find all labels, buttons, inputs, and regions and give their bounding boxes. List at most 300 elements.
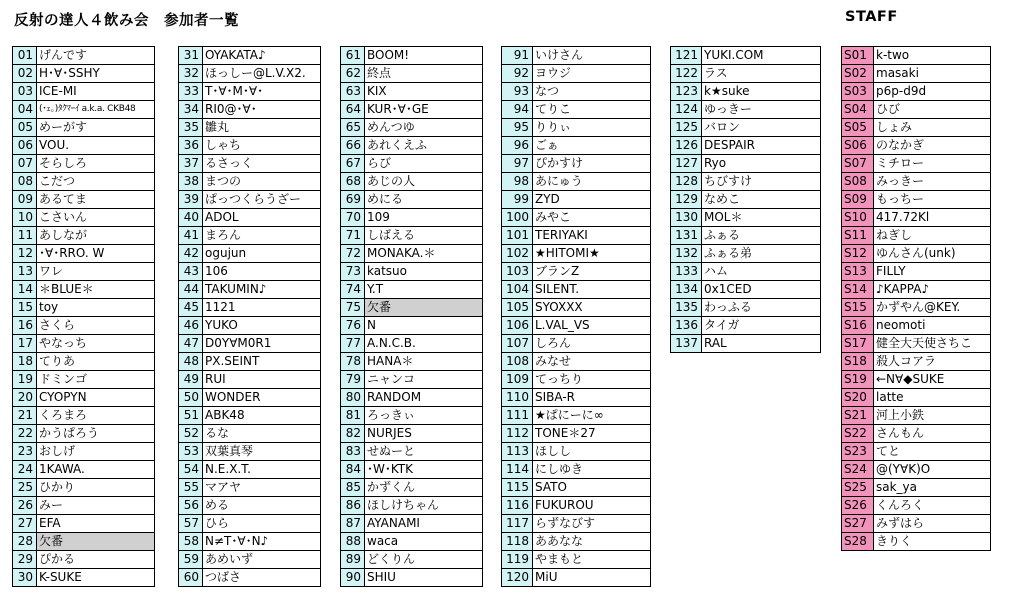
entry-name: D0Y∀M0R1	[203, 335, 321, 353]
entry-number: 11	[13, 227, 37, 245]
entry-number: 23	[13, 443, 37, 461]
entry-number: 02	[13, 65, 37, 83]
entry-name: ZYD	[533, 191, 651, 209]
entry-number: 122	[671, 65, 702, 83]
participant-row	[179, 227, 321, 245]
participant-row	[13, 65, 155, 83]
entry-name: みっきー	[874, 173, 991, 191]
participant-row	[671, 155, 821, 173]
entry-name: 109	[365, 209, 483, 227]
entry-number: 78	[341, 353, 365, 371]
participant-row	[502, 101, 651, 119]
entry-number: 117	[502, 515, 533, 533]
participant-row	[502, 173, 651, 191]
entry-name: 1121	[203, 299, 321, 317]
entry-number: 75	[341, 299, 365, 317]
participant-row	[671, 137, 821, 155]
entry-number: S18	[842, 353, 874, 371]
entry-number: 112	[502, 425, 533, 443]
entry-number: 124	[671, 101, 702, 119]
entry-name: さんもん	[874, 425, 991, 443]
entry-name: そらしろ	[37, 155, 155, 173]
participant-row	[502, 65, 651, 83]
entry-number: 48	[179, 353, 203, 371]
participant-row	[179, 65, 321, 83]
staff-row	[842, 137, 991, 155]
entry-number: 91	[502, 47, 533, 65]
entry-number: S15	[842, 299, 874, 317]
participant-row	[179, 47, 321, 65]
entry-number: 41	[179, 227, 203, 245]
participants-column-1	[12, 46, 155, 587]
entry-name: CYOPYN	[37, 389, 155, 407]
participant-row	[502, 227, 651, 245]
entry-name: ひら	[203, 515, 321, 533]
entry-number: 27	[13, 515, 37, 533]
participant-row	[13, 461, 155, 479]
entry-name: ほしし	[533, 443, 651, 461]
entry-name: toy	[37, 299, 155, 317]
participants-column-5	[670, 46, 821, 353]
participant-row	[671, 65, 821, 83]
entry-name: p6p-d9d	[874, 83, 991, 101]
participant-row	[179, 335, 321, 353]
entry-number: 60	[179, 569, 203, 587]
entry-name: マアヤ	[203, 479, 321, 497]
participant-row	[502, 137, 651, 155]
participants-column-3	[340, 46, 483, 587]
participant-row	[341, 299, 483, 317]
entry-name: TERIYAKI	[533, 227, 651, 245]
entry-number: 68	[341, 173, 365, 191]
entry-name: くんろく	[874, 497, 991, 515]
participant-row	[13, 119, 155, 137]
participant-row	[341, 461, 483, 479]
participant-row	[179, 461, 321, 479]
entry-name: しろん	[533, 335, 651, 353]
entry-number: 86	[341, 497, 365, 515]
entry-number: S16	[842, 317, 874, 335]
entry-name: k★suke	[702, 83, 821, 101]
participant-row	[179, 407, 321, 425]
entry-number: S17	[842, 335, 874, 353]
participant-row	[341, 137, 483, 155]
entry-number: 127	[671, 155, 702, 173]
entry-name: いけさん	[533, 47, 651, 65]
entry-name: ADOL	[203, 209, 321, 227]
participant-row	[13, 155, 155, 173]
participant-row	[341, 119, 483, 137]
entry-number: 108	[502, 353, 533, 371]
entry-name: しゃち	[203, 137, 321, 155]
entry-name: めにる	[365, 191, 483, 209]
entry-name: バロン	[702, 119, 821, 137]
entry-number: S23	[842, 443, 874, 461]
entry-number: 81	[341, 407, 365, 425]
participant-row	[179, 389, 321, 407]
entry-number: 51	[179, 407, 203, 425]
participant-row	[13, 209, 155, 227]
entry-name: masaki	[874, 65, 991, 83]
participant-row	[179, 371, 321, 389]
entry-number: 89	[341, 551, 365, 569]
entry-number: 97	[502, 155, 533, 173]
entry-name: latte	[874, 389, 991, 407]
entry-name: SILENT.	[533, 281, 651, 299]
entry-name: 0x1CED	[702, 281, 821, 299]
entry-number: 25	[13, 479, 37, 497]
entry-name: 殺人コアラ	[874, 353, 991, 371]
entry-name: FILLY	[874, 263, 991, 281]
entry-number: 49	[179, 371, 203, 389]
entry-number: 74	[341, 281, 365, 299]
participant-row	[502, 569, 651, 587]
participant-row	[502, 515, 651, 533]
entry-number: S04	[842, 101, 874, 119]
entry-number: 113	[502, 443, 533, 461]
entry-name: ごぁ	[533, 137, 651, 155]
entry-number: 135	[671, 299, 702, 317]
entry-name: ハム	[702, 263, 821, 281]
entry-name: わっふる	[702, 299, 821, 317]
entry-name: げんです	[37, 47, 155, 65]
entry-name: Ryo	[702, 155, 821, 173]
participant-row	[502, 425, 651, 443]
entry-name: ひび	[874, 101, 991, 119]
participant-row	[13, 443, 155, 461]
entry-number: 30	[13, 569, 37, 587]
staff-row	[842, 299, 991, 317]
participant-row	[13, 263, 155, 281]
entry-number: 101	[502, 227, 533, 245]
entry-name: TONE＊27	[533, 425, 651, 443]
entry-number: 69	[341, 191, 365, 209]
entry-number: 52	[179, 425, 203, 443]
participant-row	[341, 533, 483, 551]
participant-row	[13, 101, 155, 119]
entry-name: ニャンコ	[365, 371, 483, 389]
entry-number: 132	[671, 245, 702, 263]
entry-name: ひかり	[37, 479, 155, 497]
entry-name: なめこ	[702, 191, 821, 209]
entry-number: 58	[179, 533, 203, 551]
entry-number: 80	[341, 389, 365, 407]
entry-number: 39	[179, 191, 203, 209]
entry-number: S21	[842, 407, 874, 425]
entry-name: あじの人	[365, 173, 483, 191]
participant-row	[341, 551, 483, 569]
entry-name: みー	[37, 497, 155, 515]
entry-number: 82	[341, 425, 365, 443]
staff-row	[842, 119, 991, 137]
entry-name: L.VAL_VS	[533, 317, 651, 335]
participant-row	[13, 569, 155, 587]
entry-name: まつの	[203, 173, 321, 191]
entry-number: S28	[842, 533, 874, 551]
staff-row	[842, 389, 991, 407]
participant-row	[341, 263, 483, 281]
participant-row	[671, 281, 821, 299]
entry-number: S07	[842, 155, 874, 173]
entry-number: 118	[502, 533, 533, 551]
participant-row	[179, 317, 321, 335]
participant-row	[341, 443, 483, 461]
participant-row	[179, 443, 321, 461]
entry-name: RAL	[702, 335, 821, 353]
entry-number: 57	[179, 515, 203, 533]
entry-name: SIBA-R	[533, 389, 651, 407]
entry-number: S03	[842, 83, 874, 101]
entry-number: 119	[502, 551, 533, 569]
entry-name: ぴかすけ	[533, 155, 651, 173]
participant-row	[671, 83, 821, 101]
entry-name: KUR･∀･GE	[365, 101, 483, 119]
entry-number: 12	[13, 245, 37, 263]
entry-number: 63	[341, 83, 365, 101]
staff-row	[842, 83, 991, 101]
staff-row	[842, 317, 991, 335]
entry-name: RUI	[203, 371, 321, 389]
entry-name: 1KAWA.	[37, 461, 155, 479]
entry-number: 54	[179, 461, 203, 479]
entry-number: 59	[179, 551, 203, 569]
participant-row	[179, 155, 321, 173]
missing-entry-name: 欠番	[37, 533, 155, 551]
entry-number: 26	[13, 497, 37, 515]
entry-name: りりぃ	[533, 119, 651, 137]
entry-name: ヨウジ	[533, 65, 651, 83]
entry-number: S09	[842, 191, 874, 209]
entry-number: 129	[671, 191, 702, 209]
entry-name: ･W･KTK	[365, 461, 483, 479]
entry-name: VOU.	[37, 137, 155, 155]
entry-name: 雛丸	[203, 119, 321, 137]
entry-name: waca	[365, 533, 483, 551]
participant-row	[13, 299, 155, 317]
participant-row	[13, 245, 155, 263]
entry-number: 83	[341, 443, 365, 461]
entry-name: ふぁる弟	[702, 245, 821, 263]
staff-row	[842, 209, 991, 227]
entry-name: ゆっきー	[702, 101, 821, 119]
participant-row	[502, 119, 651, 137]
staff-row	[842, 497, 991, 515]
entry-number: 133	[671, 263, 702, 281]
entry-name: あめいず	[203, 551, 321, 569]
participant-row	[671, 101, 821, 119]
participant-row	[341, 173, 483, 191]
entry-number: 15	[13, 299, 37, 317]
entry-name: ･∀･RRO. W	[37, 245, 155, 263]
entry-number: 05	[13, 119, 37, 137]
entry-number: 04	[13, 101, 37, 119]
participant-row	[179, 83, 321, 101]
entry-number: S13	[842, 263, 874, 281]
entry-name: ミチロー	[874, 155, 991, 173]
entry-number: S25	[842, 479, 874, 497]
participant-row	[341, 497, 483, 515]
entry-name: るさっく	[203, 155, 321, 173]
participant-row	[341, 47, 483, 65]
participant-row	[13, 407, 155, 425]
entry-name: タイガ	[702, 317, 821, 335]
participant-row	[13, 353, 155, 371]
participant-row	[13, 533, 155, 551]
participant-row	[502, 533, 651, 551]
staff-row	[842, 173, 991, 191]
entry-name: みずはら	[874, 515, 991, 533]
entry-name: ★HITOMI★	[533, 245, 651, 263]
entry-number: 114	[502, 461, 533, 479]
entry-name: てりあ	[37, 353, 155, 371]
entry-name: にしゆき	[533, 461, 651, 479]
entry-name: ブランZ	[533, 263, 651, 281]
entry-number: 111	[502, 407, 533, 425]
entry-name: ろっきぃ	[365, 407, 483, 425]
entry-number: 66	[341, 137, 365, 155]
entry-number: 73	[341, 263, 365, 281]
entry-name: ぴかる	[37, 551, 155, 569]
entry-number: 121	[671, 47, 702, 65]
entry-name: OYAKATA♪	[203, 47, 321, 65]
entry-name: NURJES	[365, 425, 483, 443]
entry-name: SATO	[533, 479, 651, 497]
entry-name: みやこ	[533, 209, 651, 227]
entry-name: こだつ	[37, 173, 155, 191]
entry-name: Y.T	[365, 281, 483, 299]
entry-name: なつ	[533, 83, 651, 101]
entry-number: 09	[13, 191, 37, 209]
entry-number: 92	[502, 65, 533, 83]
participant-row	[179, 173, 321, 191]
entry-number: 126	[671, 137, 702, 155]
entry-name: k-two	[874, 47, 991, 65]
participant-row	[13, 371, 155, 389]
participant-row	[341, 155, 483, 173]
participant-row	[502, 83, 651, 101]
entry-name: ねぎし	[874, 227, 991, 245]
entry-number: S02	[842, 65, 874, 83]
participant-row	[13, 425, 155, 443]
staff-row	[842, 245, 991, 263]
entry-number: 95	[502, 119, 533, 137]
entry-name: あれくえふ	[365, 137, 483, 155]
participant-row	[671, 173, 821, 191]
entry-name: こさいん	[37, 209, 155, 227]
participant-row	[341, 245, 483, 263]
entry-name: らずなびす	[533, 515, 651, 533]
entry-number: 104	[502, 281, 533, 299]
participant-row	[179, 569, 321, 587]
staff-row	[842, 47, 991, 65]
entry-number: 13	[13, 263, 37, 281]
entry-name: ＊BLUE＊	[37, 281, 155, 299]
entry-name: K-SUKE	[37, 569, 155, 587]
entry-name: BOOM!	[365, 47, 483, 65]
participant-row	[179, 263, 321, 281]
entry-name: ドミンゴ	[37, 371, 155, 389]
entry-number: 35	[179, 119, 203, 137]
page-title: 反射の達人４飲み会 参加者一覧	[14, 13, 239, 29]
entry-number: 130	[671, 209, 702, 227]
entry-number: 72	[341, 245, 365, 263]
entry-name: YUKO	[203, 317, 321, 335]
participant-row	[179, 101, 321, 119]
entry-number: 45	[179, 299, 203, 317]
staff-row	[842, 227, 991, 245]
entry-number: 102	[502, 245, 533, 263]
participant-row	[502, 263, 651, 281]
entry-name: ラス	[702, 65, 821, 83]
entry-name: ★ぱにーに∞	[533, 407, 651, 425]
entry-name: RI0@･∀･	[203, 101, 321, 119]
entry-name: 双葉真琴	[203, 443, 321, 461]
entry-name: MiU	[533, 569, 651, 587]
entry-number: 110	[502, 389, 533, 407]
participant-row	[502, 551, 651, 569]
entry-name: めーがす	[37, 119, 155, 137]
entry-number: 20	[13, 389, 37, 407]
entry-number: 134	[671, 281, 702, 299]
entry-number: 50	[179, 389, 203, 407]
entry-name: PX.SEINT	[203, 353, 321, 371]
entry-number: 136	[671, 317, 702, 335]
entry-name: てと	[874, 443, 991, 461]
participant-row	[13, 335, 155, 353]
participant-row	[179, 551, 321, 569]
entry-name: せぬーと	[365, 443, 483, 461]
entry-number: 106	[502, 317, 533, 335]
entry-number: 17	[13, 335, 37, 353]
entry-number: 03	[13, 83, 37, 101]
entry-name: T･∀･M･∀･	[203, 83, 321, 101]
staff-row	[842, 443, 991, 461]
entry-number: S05	[842, 119, 874, 137]
entry-name: やまもと	[533, 551, 651, 569]
entry-number: 43	[179, 263, 203, 281]
entry-number: 40	[179, 209, 203, 227]
staff-row	[842, 479, 991, 497]
participant-row	[179, 425, 321, 443]
entry-number: 21	[13, 407, 37, 425]
staff-row	[842, 65, 991, 83]
entry-name: あしなが	[37, 227, 155, 245]
participant-row	[13, 497, 155, 515]
entry-number: S24	[842, 461, 874, 479]
participant-row	[341, 209, 483, 227]
staff-row	[842, 191, 991, 209]
entry-name: RANDOM	[365, 389, 483, 407]
participant-row	[179, 299, 321, 317]
staff-row	[842, 515, 991, 533]
entry-number: 19	[13, 371, 37, 389]
entry-number: S11	[842, 227, 874, 245]
participant-row	[179, 191, 321, 209]
participant-row	[341, 389, 483, 407]
entry-name: ICE-MI	[37, 83, 155, 101]
participant-row	[341, 281, 483, 299]
entry-number: 70	[341, 209, 365, 227]
entry-name: N	[365, 317, 483, 335]
participant-row	[13, 191, 155, 209]
participant-row	[341, 65, 483, 83]
participant-row	[341, 83, 483, 101]
entry-number: 128	[671, 173, 702, 191]
entry-name: もっちー	[874, 191, 991, 209]
entry-name: 河上小鉄	[874, 407, 991, 425]
entry-number: 109	[502, 371, 533, 389]
entry-number: 42	[179, 245, 203, 263]
